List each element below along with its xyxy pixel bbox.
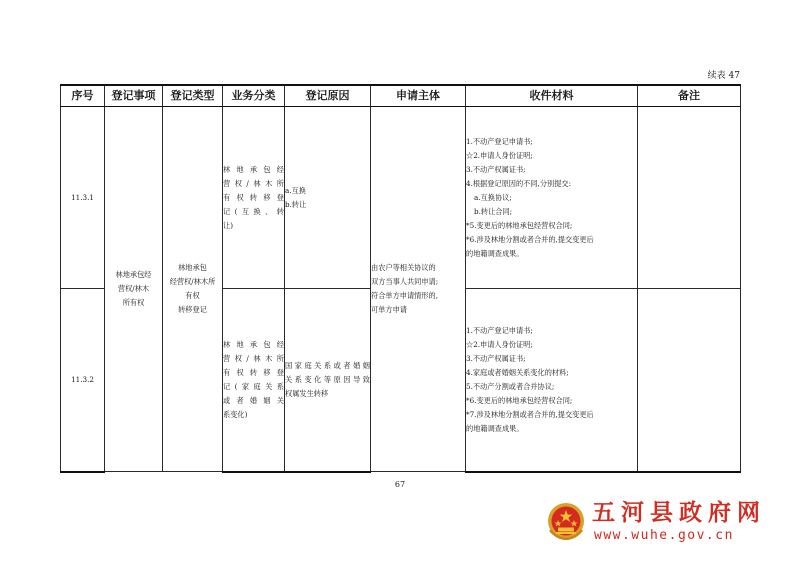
type-line: 林地承包 [178, 263, 207, 272]
row-reason [285, 289, 371, 472]
category-line: 有权转移登 [223, 192, 284, 202]
header-note: 备注 [638, 85, 741, 107]
row-seq: 11.3.2 [61, 289, 105, 472]
reason-line: a.互换 [285, 185, 306, 195]
material-item: *6.涉及林地分割或者合并的,提交变更后 [466, 234, 594, 244]
registration-table [60, 84, 741, 473]
row-seq: 11.3.1 [61, 107, 105, 289]
type-line: 转移登记 [178, 305, 207, 314]
header-seq: 序号 [61, 85, 105, 107]
material-item: ☆2.申请人身份证明; [466, 150, 533, 160]
material-item: 4.根据登记原因的不同,分别提交: [466, 178, 572, 188]
applicant-line: 双方当事人共同申请; [371, 277, 439, 286]
site-title: 五河县政府网 [592, 500, 766, 526]
material-item: *6.变更后的林地承包经营权合同; [466, 395, 573, 405]
category-line: 让) [223, 220, 233, 230]
material-item: 3.不动产权属证书; [466, 353, 526, 363]
table-row [61, 107, 741, 289]
reason-line: 国家庭关系或者婚姻 [285, 360, 370, 370]
material-item: *7.涉及林地分割或者合并的,提交变更后 [466, 409, 594, 419]
category-line: 营权/林木所 [223, 353, 284, 363]
applicant-line: 由农户等相关协议的 [371, 263, 436, 272]
page-number: 67 [394, 480, 406, 489]
row-category [223, 289, 285, 472]
shared-matter [105, 107, 163, 472]
matter-line: 所有权 [122, 298, 145, 307]
continuation-label: 续表 47 [707, 71, 740, 81]
category-line: 有权转移登 [223, 367, 284, 377]
row-category [223, 107, 285, 289]
category-line: 林地承包经 [223, 339, 284, 349]
matter-line: 营权/林木 [117, 284, 150, 293]
government-emblem-icon [546, 500, 586, 540]
material-item: 1.不动产登记申请书; [466, 325, 533, 335]
category-line: 记(家庭关系 [223, 381, 284, 391]
material-item: 的地籍调查成果。 [466, 423, 524, 433]
shared-applicant [371, 107, 466, 472]
category-line: 系变化) [223, 409, 248, 419]
material-item: b.转让合同; [474, 206, 513, 216]
site-url: www.wuhe.gov.cn [594, 528, 734, 543]
material-item: 4.家庭或者婚姻关系变化的材料; [466, 367, 569, 377]
category-line: 记(互换、转 [223, 206, 284, 216]
applicant-line: 符合单方申请情形的, [371, 291, 438, 300]
material-item: 1.不动产登记申请书; [466, 136, 533, 146]
reason-line: b.转让 [285, 199, 307, 209]
material-item: a.互换协议; [474, 192, 512, 202]
category-line: 林地承包经 [223, 164, 284, 174]
header-matter: 登记事项 [105, 85, 163, 107]
shared-type [163, 107, 223, 472]
matter-line: 林地承包经 [115, 270, 152, 279]
header-applicant: 申请主体 [371, 85, 466, 107]
header-reason: 登记原因 [285, 85, 371, 107]
header-type: 登记类型 [163, 85, 223, 107]
material-item: *5.变更后的林地承包经营权合同; [466, 220, 573, 230]
applicant-line: 可单方申请 [371, 305, 407, 314]
category-line: 或者婚姻关 [223, 395, 284, 405]
row-materials [466, 289, 638, 472]
row-reason [285, 107, 371, 289]
type-line: 经营权/林木所 [169, 277, 216, 286]
reason-line: 权属发生转移 [285, 388, 329, 398]
header-category: 业务分类 [223, 85, 285, 107]
header-row [61, 85, 741, 107]
material-item: ☆2.申请人身份证明; [466, 339, 533, 349]
material-item: 3.不动产权属证书; [466, 164, 526, 174]
category-line: 营权/林木所 [223, 178, 284, 188]
row-materials [466, 107, 638, 289]
reason-line: 关系变化等原因导致 [285, 374, 370, 384]
row-note [638, 289, 741, 472]
type-line: 有权 [185, 291, 200, 300]
header-materials: 收件材料 [466, 85, 638, 107]
row-note [638, 107, 741, 289]
material-item: 5.不动产分割或者合并协议; [466, 381, 555, 391]
material-item: 的地籍调查成果。 [466, 248, 524, 258]
